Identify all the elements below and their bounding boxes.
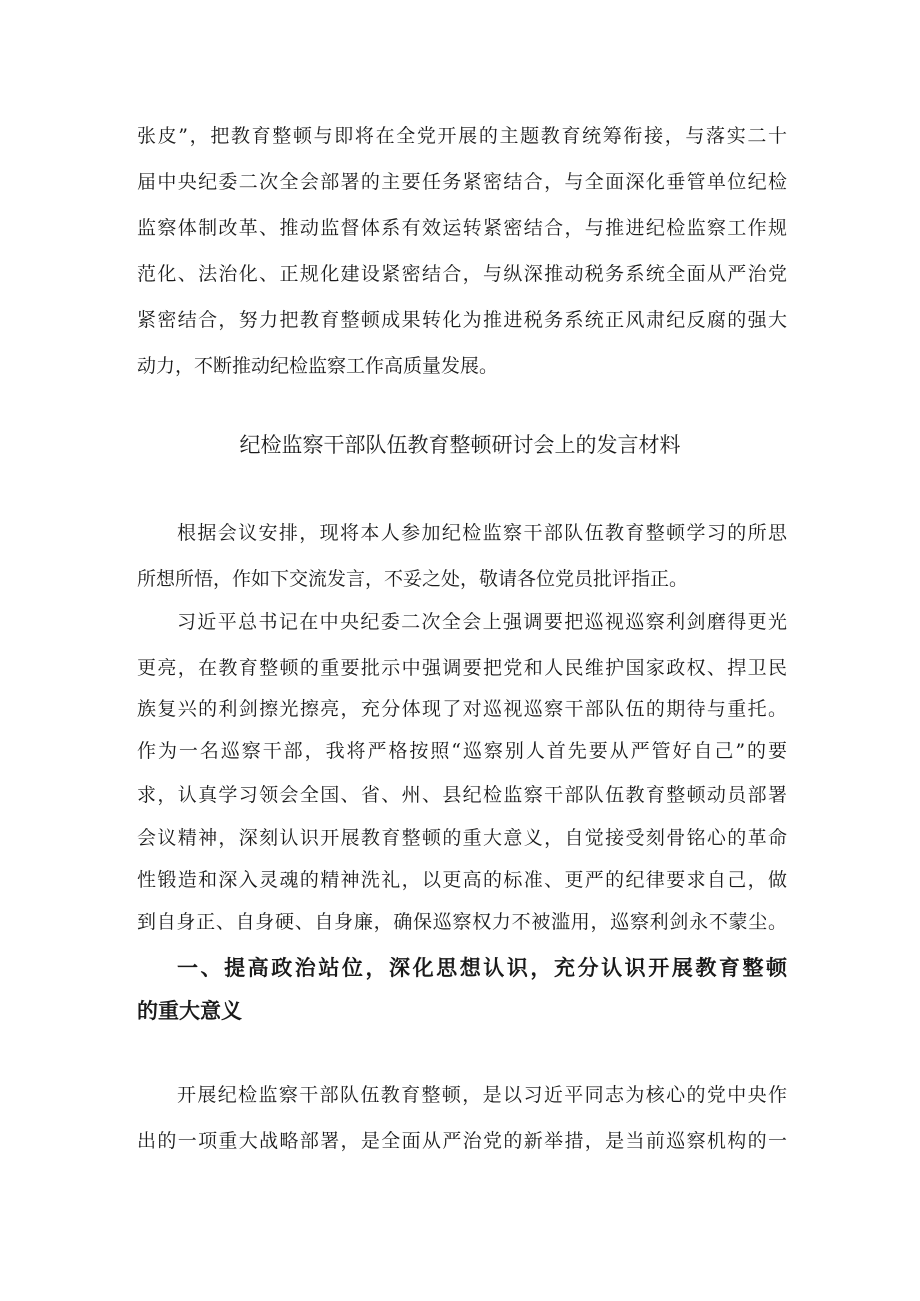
body-text-line: 习近平总书记在中央纪委二次全会上强调要把巡视巡察利剑磨得更光 [177, 611, 787, 633]
body-text-line: 所想所悟，作如下交流发言，不妥之处，敬请各位党员批评指正。 [137, 568, 689, 590]
body-text-line: 开展纪检监察干部队伍教育整顿，是以习近平同志为核心的党中央作 [177, 1084, 787, 1106]
body-text-line: 张皮”，把教育整顿与即将在全党开展的主题教育统筹衔接，与落实二十 [137, 125, 787, 147]
body-text-line: 更亮，在教育整顿的重要批示中强调要把党和人民维护国家政权、捍卫民 [137, 657, 787, 679]
body-text-line: 作为一名巡察干部，我将严格按照“巡察别人首先要从严管好自己”的要 [137, 740, 787, 762]
body-text-line: 监察体制改革、推动监督体系有效运转紧密结合，与推进纪检监察工作规 [137, 217, 787, 239]
document-title: 纪检监察干部队伍教育整顿研讨会上的发言材料 [239, 433, 681, 457]
body-text-line: 到自身正、自身硬、自身廉，确保巡察权力不被滥用，巡察利剑永不蒙尘。 [137, 911, 787, 933]
body-text-line: 族复兴的利剑擦光擦亮，充分体现了对巡视巡察干部队伍的期待与重托。 [137, 698, 787, 720]
body-text-line: 根据会议安排，现将本人参加纪检监察干部队伍教育整顿学习的所思 [177, 522, 787, 544]
section-heading: 一、提高政治站位，深化思想认识，充分认识开展教育整顿 [177, 956, 787, 980]
body-text-line: 紧密结合，努力把教育整顿成果转化为推进税务系统正风肃纪反腐的强大 [137, 309, 787, 331]
body-text-line: 范化、法治化、正规化建设紧密结合，与纵深推动税务系统全面从严治党 [137, 263, 787, 285]
body-text-line: 动力，不断推动纪检监察工作高质量发展。 [137, 355, 499, 377]
body-text-line: 届中央纪委二次全会部署的主要任务紧密结合，与全面深化垂管单位纪检 [137, 171, 787, 193]
body-text-line: 求，认真学习领会全国、省、州、县纪检监察干部队伍教育整顿动员部署 [137, 784, 787, 806]
body-text-line: 会议精神，深刻认识开展教育整顿的重大意义，自觉接受刻骨铭心的革命 [137, 827, 787, 849]
section-heading-continuation: 的重大意义 [137, 999, 242, 1023]
body-text-line: 性锻造和深入灵魂的精神洗礼，以更高的标准、更严的纪律要求自己，做 [137, 869, 787, 891]
body-text-line: 出的一项重大战略部署，是全面从严治党的新举措，是当前巡察机构的一 [137, 1130, 787, 1152]
